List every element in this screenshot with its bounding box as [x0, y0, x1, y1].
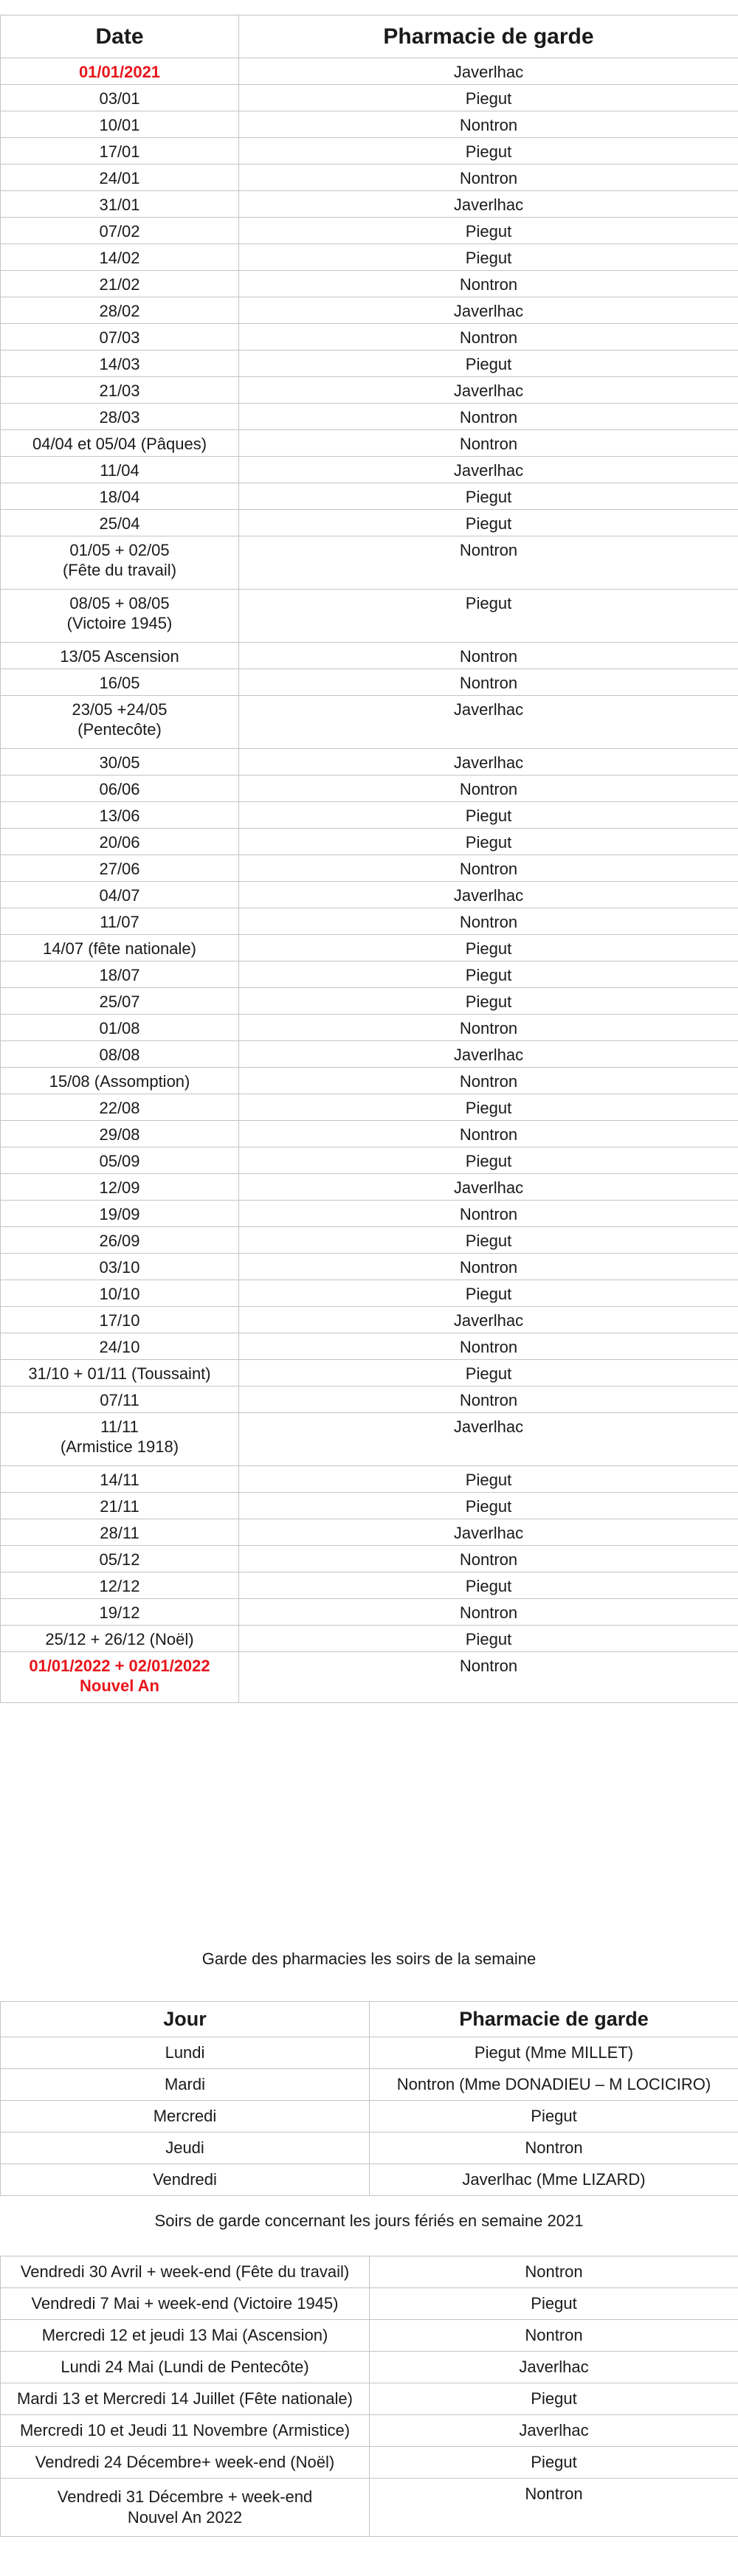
- table-row: [1, 510, 738, 536]
- table-row: [1, 483, 738, 510]
- date-text: 01/01/2022 + 02/01/2022: [29, 1657, 210, 1675]
- table-row: [1, 1493, 738, 1519]
- pharmacy-cell: Piegut: [239, 590, 738, 643]
- date-text: 30/05: [99, 753, 140, 772]
- pharmacy-cell: Nontron: [239, 1387, 738, 1413]
- holiday-caption: Soirs de garde concernant les jours fériés en semaine 2021: [154, 2211, 584, 2230]
- date-text: 24/10: [99, 1338, 140, 1356]
- date-cell: [1, 1094, 239, 1121]
- date-cell: [1, 1413, 239, 1466]
- date-text: 20/06: [99, 833, 140, 852]
- pharmacy-cell: Nontron: [239, 1068, 738, 1094]
- pharmacy-cell: Nontron: [370, 2320, 738, 2352]
- date-cell: [1, 1493, 239, 1519]
- date-text: 25/12 + 26/12 (Noël): [45, 1630, 194, 1648]
- date-text: 08/05 + 08/05: [69, 594, 170, 612]
- date-cell: [1, 351, 239, 377]
- table-row: [1, 536, 738, 590]
- table-row: [1, 1626, 738, 1652]
- pharmacy-cell: Piegut: [239, 988, 738, 1015]
- table-row: [1, 1519, 738, 1546]
- table-row: [1, 935, 738, 961]
- table-row: [1, 1546, 738, 1572]
- table-row: [1, 908, 738, 935]
- pharmacy-cell: Piegut: [239, 1466, 738, 1493]
- date-cell: [1, 244, 239, 271]
- pharmacy-cell: Piegut: [239, 1094, 738, 1121]
- date-cell: [1, 1147, 239, 1174]
- table-row: [1, 802, 738, 829]
- holiday-cell: [1, 2415, 370, 2447]
- date-text: 10/01: [99, 116, 140, 134]
- pharmacy-cell: Piegut: [370, 2288, 738, 2320]
- holiday-cell: [1, 2320, 370, 2352]
- day-column-header: Jour: [1, 2002, 370, 2037]
- date-cell: [1, 1652, 239, 1703]
- pharmacy-cell: Nontron: [239, 271, 738, 297]
- table-row: [1, 1599, 738, 1626]
- day-cell: Vendredi: [1, 2164, 370, 2196]
- date-text: 17/10: [99, 1311, 140, 1330]
- date-text: 21/11: [100, 1497, 139, 1516]
- pharmacy-cell: Nontron: [239, 669, 738, 696]
- table-row: [1, 1147, 738, 1174]
- pharmacy-cell: Nontron: [239, 1599, 738, 1626]
- date-text: 14/03: [99, 355, 140, 373]
- table-row: [1, 1466, 738, 1493]
- pharmacy-cell: Nontron: [239, 1015, 738, 1041]
- table-row: [1, 749, 738, 776]
- pharmacy-cell: Piegut: [239, 218, 738, 244]
- day-cell: Mercredi: [1, 2101, 370, 2133]
- date-text: 28/03: [99, 408, 140, 427]
- pharmacy-cell: Nontron: [239, 776, 738, 802]
- pharmacy-cell: Piegut: [239, 85, 738, 111]
- table-row: [1, 218, 738, 244]
- date-cell: [1, 271, 239, 297]
- pharmacy-cell: Piegut (Mme MILLET): [370, 2037, 738, 2069]
- pharmacy-cell: Nontron (Mme DONADIEU – M LOCICIRO): [370, 2069, 738, 2101]
- pharmacy-cell: Javerlhac: [239, 1519, 738, 1546]
- pharmacy-cell: Nontron: [239, 324, 738, 351]
- table-row: [1, 165, 738, 191]
- date-cell: [1, 669, 239, 696]
- date-cell: [1, 165, 239, 191]
- table-row: [1, 829, 738, 855]
- pharmacy-cell: Piegut: [239, 510, 738, 536]
- table-row: [1, 2479, 738, 2537]
- date-text: 01/05 + 02/05: [69, 541, 170, 559]
- date-text: 04/04 et 05/04 (Pâques): [32, 435, 207, 453]
- table-row: [1, 377, 738, 404]
- table-row: [1, 2037, 738, 2069]
- table-row: [1, 1572, 738, 1599]
- date-text: 17/01: [99, 142, 140, 161]
- date-text: 06/06: [99, 780, 140, 798]
- pharmacy-cell: Nontron: [239, 536, 738, 590]
- date-cell: [1, 1174, 239, 1201]
- table-row: [1, 2447, 738, 2479]
- date-text: 08/08: [99, 1046, 140, 1064]
- day-cell: Lundi: [1, 2037, 370, 2069]
- pharmacy-cell: Nontron: [239, 1652, 738, 1703]
- table-row: [1, 2352, 738, 2383]
- date-note: (Fête du travail): [62, 561, 177, 579]
- date-note: (Armistice 1918): [60, 1437, 179, 1456]
- date-text: 29/08: [99, 1125, 140, 1144]
- date-cell: [1, 297, 239, 324]
- date-cell: [1, 1626, 239, 1652]
- date-text: 14/07 (fête nationale): [43, 939, 196, 958]
- date-cell: [1, 1546, 239, 1572]
- date-text: 14/02: [99, 249, 140, 267]
- table-row: [1, 1254, 738, 1280]
- date-text: 11/07: [100, 913, 139, 931]
- date-text: 07/03: [99, 328, 140, 347]
- date-cell: [1, 988, 239, 1015]
- table-row: [1, 430, 738, 457]
- table-row: [1, 2415, 738, 2447]
- pharmacy-cell: Javerlhac: [370, 2352, 738, 2383]
- date-cell: [1, 882, 239, 908]
- table-row: [1, 1094, 738, 1121]
- date-text: 28/11: [100, 1524, 139, 1542]
- holiday-text: Mercredi 10 et Jeudi 11 Novembre (Armistice): [19, 2421, 351, 2439]
- date-note: (Pentecôte): [77, 720, 162, 739]
- pharmacy-cell: Piegut: [239, 935, 738, 961]
- pharmacy-cell: Nontron: [239, 430, 738, 457]
- date-cell: [1, 1387, 239, 1413]
- date-note: (Victoire 1945): [66, 614, 173, 632]
- holiday-cell: [1, 2256, 370, 2288]
- date-cell: [1, 590, 239, 643]
- date-text: 18/04: [99, 488, 140, 506]
- pharmacy-cell: Piegut: [370, 2383, 738, 2415]
- date-text: 21/02: [99, 275, 140, 294]
- date-cell: [1, 1201, 239, 1227]
- pharmacy-cell: Javerlhac: [370, 2415, 738, 2447]
- pharmacy-cell: Piegut: [239, 1147, 738, 1174]
- table-row: [1, 244, 738, 271]
- date-text: 12/09: [99, 1178, 140, 1197]
- pharmacy-cell: Nontron: [239, 1121, 738, 1147]
- date-text: 24/01: [99, 169, 140, 187]
- date-cell: [1, 749, 239, 776]
- weekday-table: [0, 2001, 738, 2196]
- date-cell: [1, 377, 239, 404]
- date-cell: [1, 1519, 239, 1546]
- date-cell: [1, 855, 239, 882]
- date-cell: [1, 218, 239, 244]
- schedule-table: [0, 15, 738, 1703]
- date-cell: [1, 1360, 239, 1387]
- holiday-cell: [1, 2479, 370, 2537]
- table-row: [1, 2133, 738, 2164]
- holiday-table: [0, 2256, 738, 2537]
- holiday-text: Vendredi 31 Décembre + week-end: [57, 2487, 313, 2506]
- date-cell: [1, 1068, 239, 1094]
- table-row: [1, 961, 738, 988]
- date-text: 19/12: [99, 1603, 140, 1622]
- table-row: [1, 855, 738, 882]
- pharmacy-cell: Piegut: [239, 1360, 738, 1387]
- pharmacy-cell: Javerlhac: [239, 749, 738, 776]
- table-row: [1, 351, 738, 377]
- date-text: 31/01: [99, 196, 140, 214]
- pharmacy-cell: Piegut: [239, 961, 738, 988]
- date-cell: [1, 1015, 239, 1041]
- date-cell: [1, 1280, 239, 1307]
- date-cell: [1, 1572, 239, 1599]
- date-cell: [1, 324, 239, 351]
- pharmacy-cell: Piegut: [239, 138, 738, 165]
- date-text: 22/08: [99, 1099, 140, 1117]
- date-text: 13/06: [99, 807, 140, 825]
- table-row: [1, 85, 738, 111]
- date-cell: [1, 696, 239, 749]
- pharmacy-cell: Nontron: [239, 111, 738, 138]
- date-text: 03/01: [99, 89, 140, 108]
- pharmacy-cell: Nontron: [239, 404, 738, 430]
- date-text: 04/07: [99, 886, 140, 905]
- date-cell: [1, 1307, 239, 1333]
- table-row: [1, 271, 738, 297]
- pharmacy-cell: Javerlhac: [239, 58, 738, 85]
- date-cell: [1, 1041, 239, 1068]
- date-cell: [1, 430, 239, 457]
- table-row: [1, 1307, 738, 1333]
- table-row: [1, 111, 738, 138]
- holiday-cell: [1, 2447, 370, 2479]
- pharmacy-cell: Javerlhac (Mme LIZARD): [370, 2164, 738, 2196]
- table-row: [1, 2101, 738, 2133]
- table-row: [1, 1121, 738, 1147]
- holiday-cell: [1, 2352, 370, 2383]
- date-text: 07/11: [100, 1391, 139, 1409]
- date-text: 12/12: [99, 1577, 140, 1595]
- table-row: [1, 138, 738, 165]
- date-text: 31/10 + 01/11 (Toussaint): [28, 1364, 211, 1383]
- pharmacy-cell: Nontron: [239, 165, 738, 191]
- table-row: [1, 1280, 738, 1307]
- pharmacy-cell: Piegut: [370, 2447, 738, 2479]
- holiday-text: Vendredi 30 Avril + week-end (Fête du travail): [20, 2262, 350, 2281]
- date-cell: [1, 1254, 239, 1280]
- date-text: 26/09: [99, 1232, 140, 1250]
- pharmacy-cell: Javerlhac: [239, 297, 738, 324]
- date-cell: [1, 536, 239, 590]
- date-cell: [1, 829, 239, 855]
- date-note: Nouvel An: [80, 1677, 159, 1695]
- pharmacy-cell: Piegut: [239, 829, 738, 855]
- pharmacy-cell: Javerlhac: [239, 377, 738, 404]
- pharmacy-cell: Piegut: [239, 1626, 738, 1652]
- date-cell: [1, 961, 239, 988]
- pharmacy-cell: Javerlhac: [239, 1413, 738, 1466]
- date-text: 19/09: [99, 1205, 140, 1223]
- table-row: [1, 1387, 738, 1413]
- holiday-text: Vendredi 7 Mai + week-end (Victoire 1945): [31, 2294, 339, 2313]
- pharmacy-cell: Piegut: [239, 351, 738, 377]
- pharmacy-cell: Piegut: [239, 1227, 738, 1254]
- table-row: [1, 1201, 738, 1227]
- table-row: [1, 988, 738, 1015]
- pharmacy-cell: Nontron: [239, 1333, 738, 1360]
- date-text: 07/02: [99, 222, 140, 241]
- date-text: 25/04: [99, 514, 140, 533]
- pharmacy-cell: Javerlhac: [239, 1041, 738, 1068]
- holiday-text: Mardi 13 et Mercredi 14 Juillet (Fête nationale): [17, 2389, 353, 2408]
- pharmacy-cell: Javerlhac: [239, 1307, 738, 1333]
- date-cell: [1, 58, 239, 85]
- table-row: [1, 1652, 738, 1703]
- date-text: 18/07: [99, 966, 140, 984]
- pharmacy-cell: Piegut: [239, 483, 738, 510]
- pharmacy-cell: Nontron: [370, 2479, 738, 2537]
- date-cell: [1, 935, 239, 961]
- pharmacy-cell: Javerlhac: [239, 1174, 738, 1201]
- pharmacy-cell: Javerlhac: [239, 696, 738, 749]
- pharmacy-cell: Nontron: [239, 1254, 738, 1280]
- date-column-header: Date: [1, 15, 239, 58]
- schedule-header-row: [1, 15, 738, 58]
- date-cell: [1, 510, 239, 536]
- date-text: 11/11: [100, 1418, 139, 1436]
- pharmacy-cell: Piegut: [239, 802, 738, 829]
- pharmacy-cell: Piegut: [370, 2101, 738, 2133]
- pharmacy-cell: Nontron: [239, 643, 738, 669]
- table-row: [1, 1413, 738, 1466]
- table-row: [1, 297, 738, 324]
- date-cell: [1, 643, 239, 669]
- table-row: [1, 776, 738, 802]
- date-cell: [1, 1466, 239, 1493]
- table-row: [1, 1333, 738, 1360]
- weekday-caption: Garde des pharmacies les soirs de la semaine: [201, 1950, 537, 1968]
- day-cell: Mardi: [1, 2069, 370, 2101]
- pharmacy-cell: Javerlhac: [239, 191, 738, 218]
- pharmacy-column-header: Pharmacie de garde: [239, 15, 738, 58]
- date-text: 21/03: [99, 381, 140, 400]
- holiday-text: Lundi 24 Mai (Lundi de Pentecôte): [61, 2358, 309, 2376]
- date-text: 25/07: [99, 992, 140, 1011]
- date-cell: [1, 908, 239, 935]
- pharmacy-cell: Piegut: [239, 1280, 738, 1307]
- date-cell: [1, 404, 239, 430]
- pharmacy-cell: Nontron: [370, 2133, 738, 2164]
- holiday-text: Mercredi 12 et jeudi 13 Mai (Ascension): [41, 2326, 328, 2344]
- date-cell: [1, 191, 239, 218]
- pharmacy-cell: Nontron: [239, 908, 738, 935]
- table-row: [1, 191, 738, 218]
- day-cell: Jeudi: [1, 2133, 370, 2164]
- date-cell: [1, 457, 239, 483]
- date-cell: [1, 1599, 239, 1626]
- table-row: [1, 1015, 738, 1041]
- table-row: [1, 2288, 738, 2320]
- date-text: 15/08 (Assomption): [49, 1072, 190, 1091]
- table-row: [1, 590, 738, 643]
- holiday-note: Nouvel An 2022: [127, 2508, 243, 2527]
- pharmacy-cell: Javerlhac: [239, 457, 738, 483]
- weekday-header-row: [1, 2002, 738, 2037]
- holiday-text: Vendredi 24 Décembre+ week-end (Noël): [35, 2453, 335, 2471]
- weekday-pharmacy-column-header: Pharmacie de garde: [370, 2002, 738, 2037]
- table-row: [1, 324, 738, 351]
- table-row: [1, 1041, 738, 1068]
- date-text: 05/12: [99, 1550, 140, 1569]
- table-row: [1, 2164, 738, 2196]
- pharmacy-cell: Javerlhac: [239, 882, 738, 908]
- pharmacy-cell: Nontron: [239, 1546, 738, 1572]
- table-row: [1, 882, 738, 908]
- date-cell: [1, 1121, 239, 1147]
- date-text: 28/02: [99, 302, 140, 320]
- date-cell: [1, 85, 239, 111]
- table-row: [1, 2069, 738, 2101]
- holiday-cell: [1, 2383, 370, 2415]
- date-text: 16/05: [99, 674, 140, 692]
- date-text: 01/08: [99, 1019, 140, 1037]
- table-row: [1, 2256, 738, 2288]
- date-cell: [1, 138, 239, 165]
- pharmacy-cell: Nontron: [239, 1201, 738, 1227]
- table-row: [1, 2383, 738, 2415]
- table-row: [1, 457, 738, 483]
- date-text: 27/06: [99, 860, 140, 878]
- holiday-cell: [1, 2288, 370, 2320]
- date-text: 10/10: [99, 1285, 140, 1303]
- date-cell: [1, 1227, 239, 1254]
- table-row: [1, 643, 738, 669]
- date-cell: [1, 111, 239, 138]
- table-row: [1, 1360, 738, 1387]
- date-text: 05/09: [99, 1152, 140, 1170]
- table-row: [1, 1068, 738, 1094]
- pharmacy-cell: Nontron: [239, 855, 738, 882]
- table-row: [1, 404, 738, 430]
- date-text: 23/05 +24/05: [72, 700, 168, 719]
- pharmacy-cell: Piegut: [239, 1493, 738, 1519]
- date-cell: [1, 483, 239, 510]
- date-text: 14/11: [100, 1471, 139, 1489]
- date-cell: [1, 776, 239, 802]
- table-row: [1, 696, 738, 749]
- pharmacy-cell: Nontron: [370, 2256, 738, 2288]
- date-text: 01/01/2021: [78, 63, 161, 81]
- date-text: 13/05 Ascension: [60, 647, 179, 666]
- date-text: 11/04: [100, 461, 139, 480]
- table-row: [1, 1227, 738, 1254]
- table-row: [1, 2320, 738, 2352]
- table-row: [1, 669, 738, 696]
- date-text: 03/10: [99, 1258, 140, 1277]
- date-cell: [1, 1333, 239, 1360]
- table-row: [1, 1174, 738, 1201]
- pharmacy-cell: Piegut: [239, 1572, 738, 1599]
- pharmacy-cell: Piegut: [239, 244, 738, 271]
- date-cell: [1, 802, 239, 829]
- table-row: [1, 58, 738, 85]
